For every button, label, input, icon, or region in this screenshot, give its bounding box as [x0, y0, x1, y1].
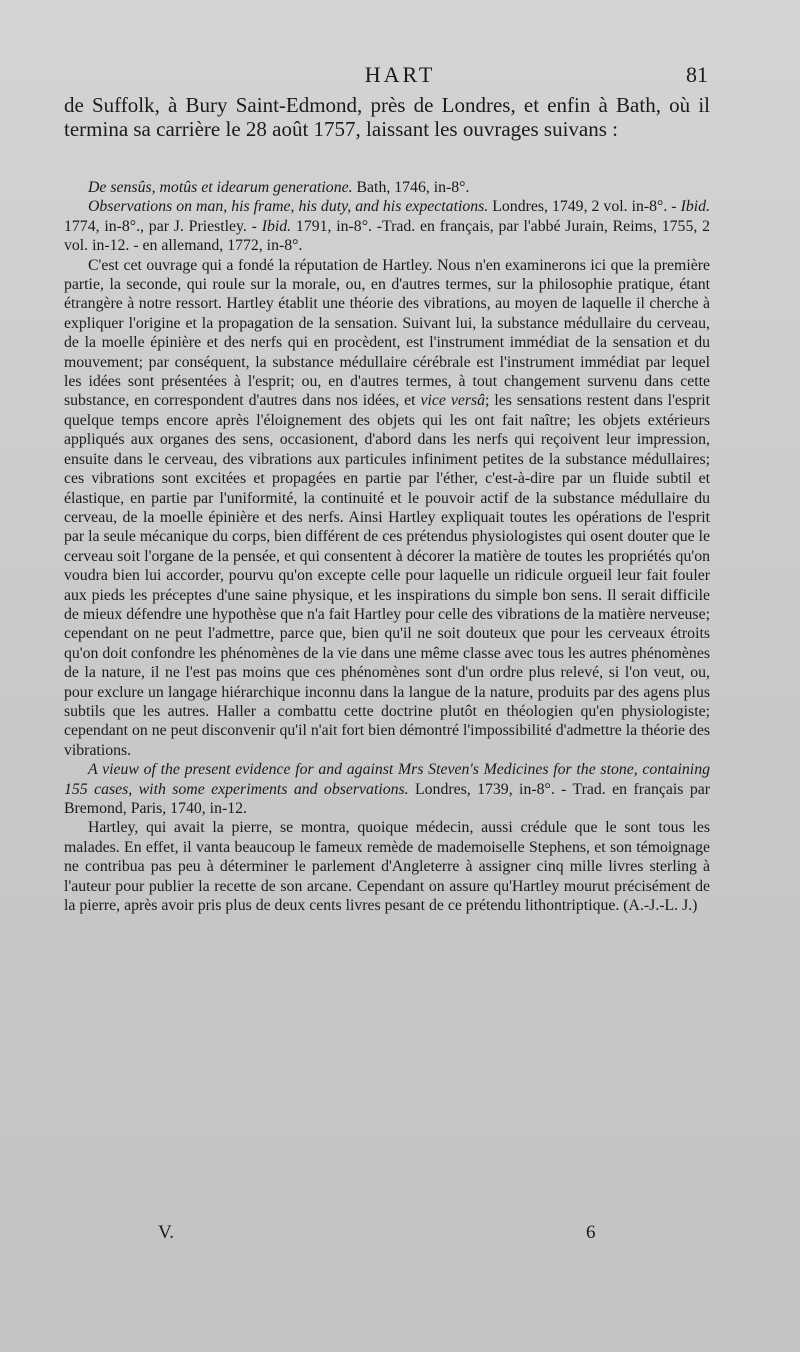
italic-phrase: vice versâ: [420, 392, 486, 410]
ibid-label: Ibid.: [261, 217, 292, 235]
commentary-text-continued: ; les sensations restent dans l'esprit quelque temps encore après l'éloignement des objets qui les ont fait naître; les objets extérieurs appliqués aux organes des sens, occasionent, d'abord dans les nerfs qui reçoivent leur impression, ensuite dans le cerveau, des vibrations aux particules infiniment petites de la substance médullaires; ces vibrations sont excitées et propagées en partie par l'éther, c'est-à-dire par un fluide subtil et élastique, en partie par l'uniformité, la continuité et le pouvoir actif de la substance médullaire du cerveau, de la moelle épinière et des nerfs. Ainsi Hartley expliquait toutes les opérations de l'esprit par la seule mécanique du corps, bien différent de ces prétendus physiologistes qui osent douter que le cerveau soit l'organe de la pensée, et qui consentent à décorer la matière de toutes les propriétés qu'on voudra bien lui accorder, pourvu qu'on excepte celle pour laquelle un ridicule orgueil leur fait fouler aux pieds les préceptes d'une saine physique, et les inspirations du simple bon sens. Il serait difficile de mieux défendre une hypothèse que n'a fait Hartley pour celle des vibrations de la matière nerveuse; cependant on ne peut l'admettre, parce que, bien qu'il ne soit douteux que pour les cerveaux étroits qu'on doit confondre les phénomènes de la vie dans une même classe avec tous les autres phénomènes de la nature, il ne l'est pas moins que ces phénomènes sont d'un ordre plus relevé, si l'on veut, ou, pour exclure un langage hiérarchique inconnu dans la langue de la nature, produits par des agens plus subtils que les autres. Haller a combattu cette doctrine plutôt en théologien qu'en physiologiste; cependant on ne peut disconvenir qu'il n'ait fort bien démontré l'impossibilité d'admettre la théorie des vibrations.: [64, 392, 711, 759]
author-signature: (A.-J.-L. J.): [623, 897, 698, 915]
running-head: HART: [364, 62, 436, 87]
lead-paragraph: de Suffolk, à Bury Saint-Edmond, près de Londres, et enfin à Bath, où il termina sa carrière le 28 août 1757, laissant les ouvrages suivans :: [64, 93, 710, 141]
page-footer: [0, 1222, 800, 1248]
work-details: 1774, in-8°., par J. Priestley. -: [64, 217, 262, 235]
ibid-label: Ibid.: [680, 198, 710, 216]
page-header: [0, 62, 800, 90]
body-text: [64, 178, 710, 915]
page-number: 81: [686, 62, 708, 87]
commentary-paragraph: [64, 256, 710, 761]
closing-paragraph: [64, 818, 710, 915]
work-details: Londres, 1739, in-8°. - Trad. en français par Bremond, Paris, 1740, in-12.: [64, 780, 710, 817]
work-details: 1791, in-8°. -Trad. en français, par l'abbé Jurain, Reims, 1755, 2 vol. in-12. - en allemand, 1772, in-8°.: [64, 217, 710, 255]
work-details: Londres, 1749, 2 vol. in-8°. -: [488, 198, 681, 216]
sheet-number: 6: [586, 1222, 596, 1243]
work-details: Bath, 1746, in-8°.: [352, 179, 470, 196]
work-title: Observations on man, his frame, his duty, and his expectations.: [88, 198, 489, 216]
work-entry-observations: [64, 197, 710, 255]
closing-text: Hartley, qui avait la pierre, se montra, quoique médecin, aussi crédule que le sont tous les malades. En effet, il vanta beaucoup le fameux remède de mademoiselle Stephens, et son témoignage ne contribua pas peu à déterminer le parlement d'Angleterre à assigner cinq mille livres sterling à l'auteur pour publier la recette de son arcane. Cependant on assure qu'Hartley mourut précisément de la pierre, après avoir pris plus de deux cents livres pesant de ce prétendu lithontriptique.: [64, 819, 710, 915]
work-entry-a-view: [64, 760, 710, 818]
commentary-text: C'est cet ouvrage qui a fondé la réputation de Hartley. Nous n'en examinerons ici que la première partie, la seconde, qui roule sur la morale, ou, en d'autres termes, sur la philosophie pratique, étant étrangère à notre ressort. Hartley établit une théorie des vibrations, au moyen de laquelle il cherche à expliquer l'origine et la propagation de la sensation. Suivant lui, la substance médullaire du cerveau, de la moelle épinière et des nerfs qui en procèdent, est l'instrument immédiat de la sensation et du mouvement; par conséquent, la substance médullaire cérébrale est l'instrument immédiat par lequel les idées sont présentées à l'esprit; ou, en d'autres termes, à tout changement survenu dans cette substance, en correspondent d'autres dans nos idées, et: [64, 256, 710, 410]
signature-mark: V.: [158, 1222, 175, 1243]
work-title: A vieuw of the present evidence for and against Mrs Steven's Medicines for the stone, containing 155 cases, with some experiments and observations.: [64, 761, 710, 798]
work-title: De sensûs, motûs et idearum generatione.: [88, 179, 353, 196]
work-entry-de-sensus: [64, 178, 710, 197]
